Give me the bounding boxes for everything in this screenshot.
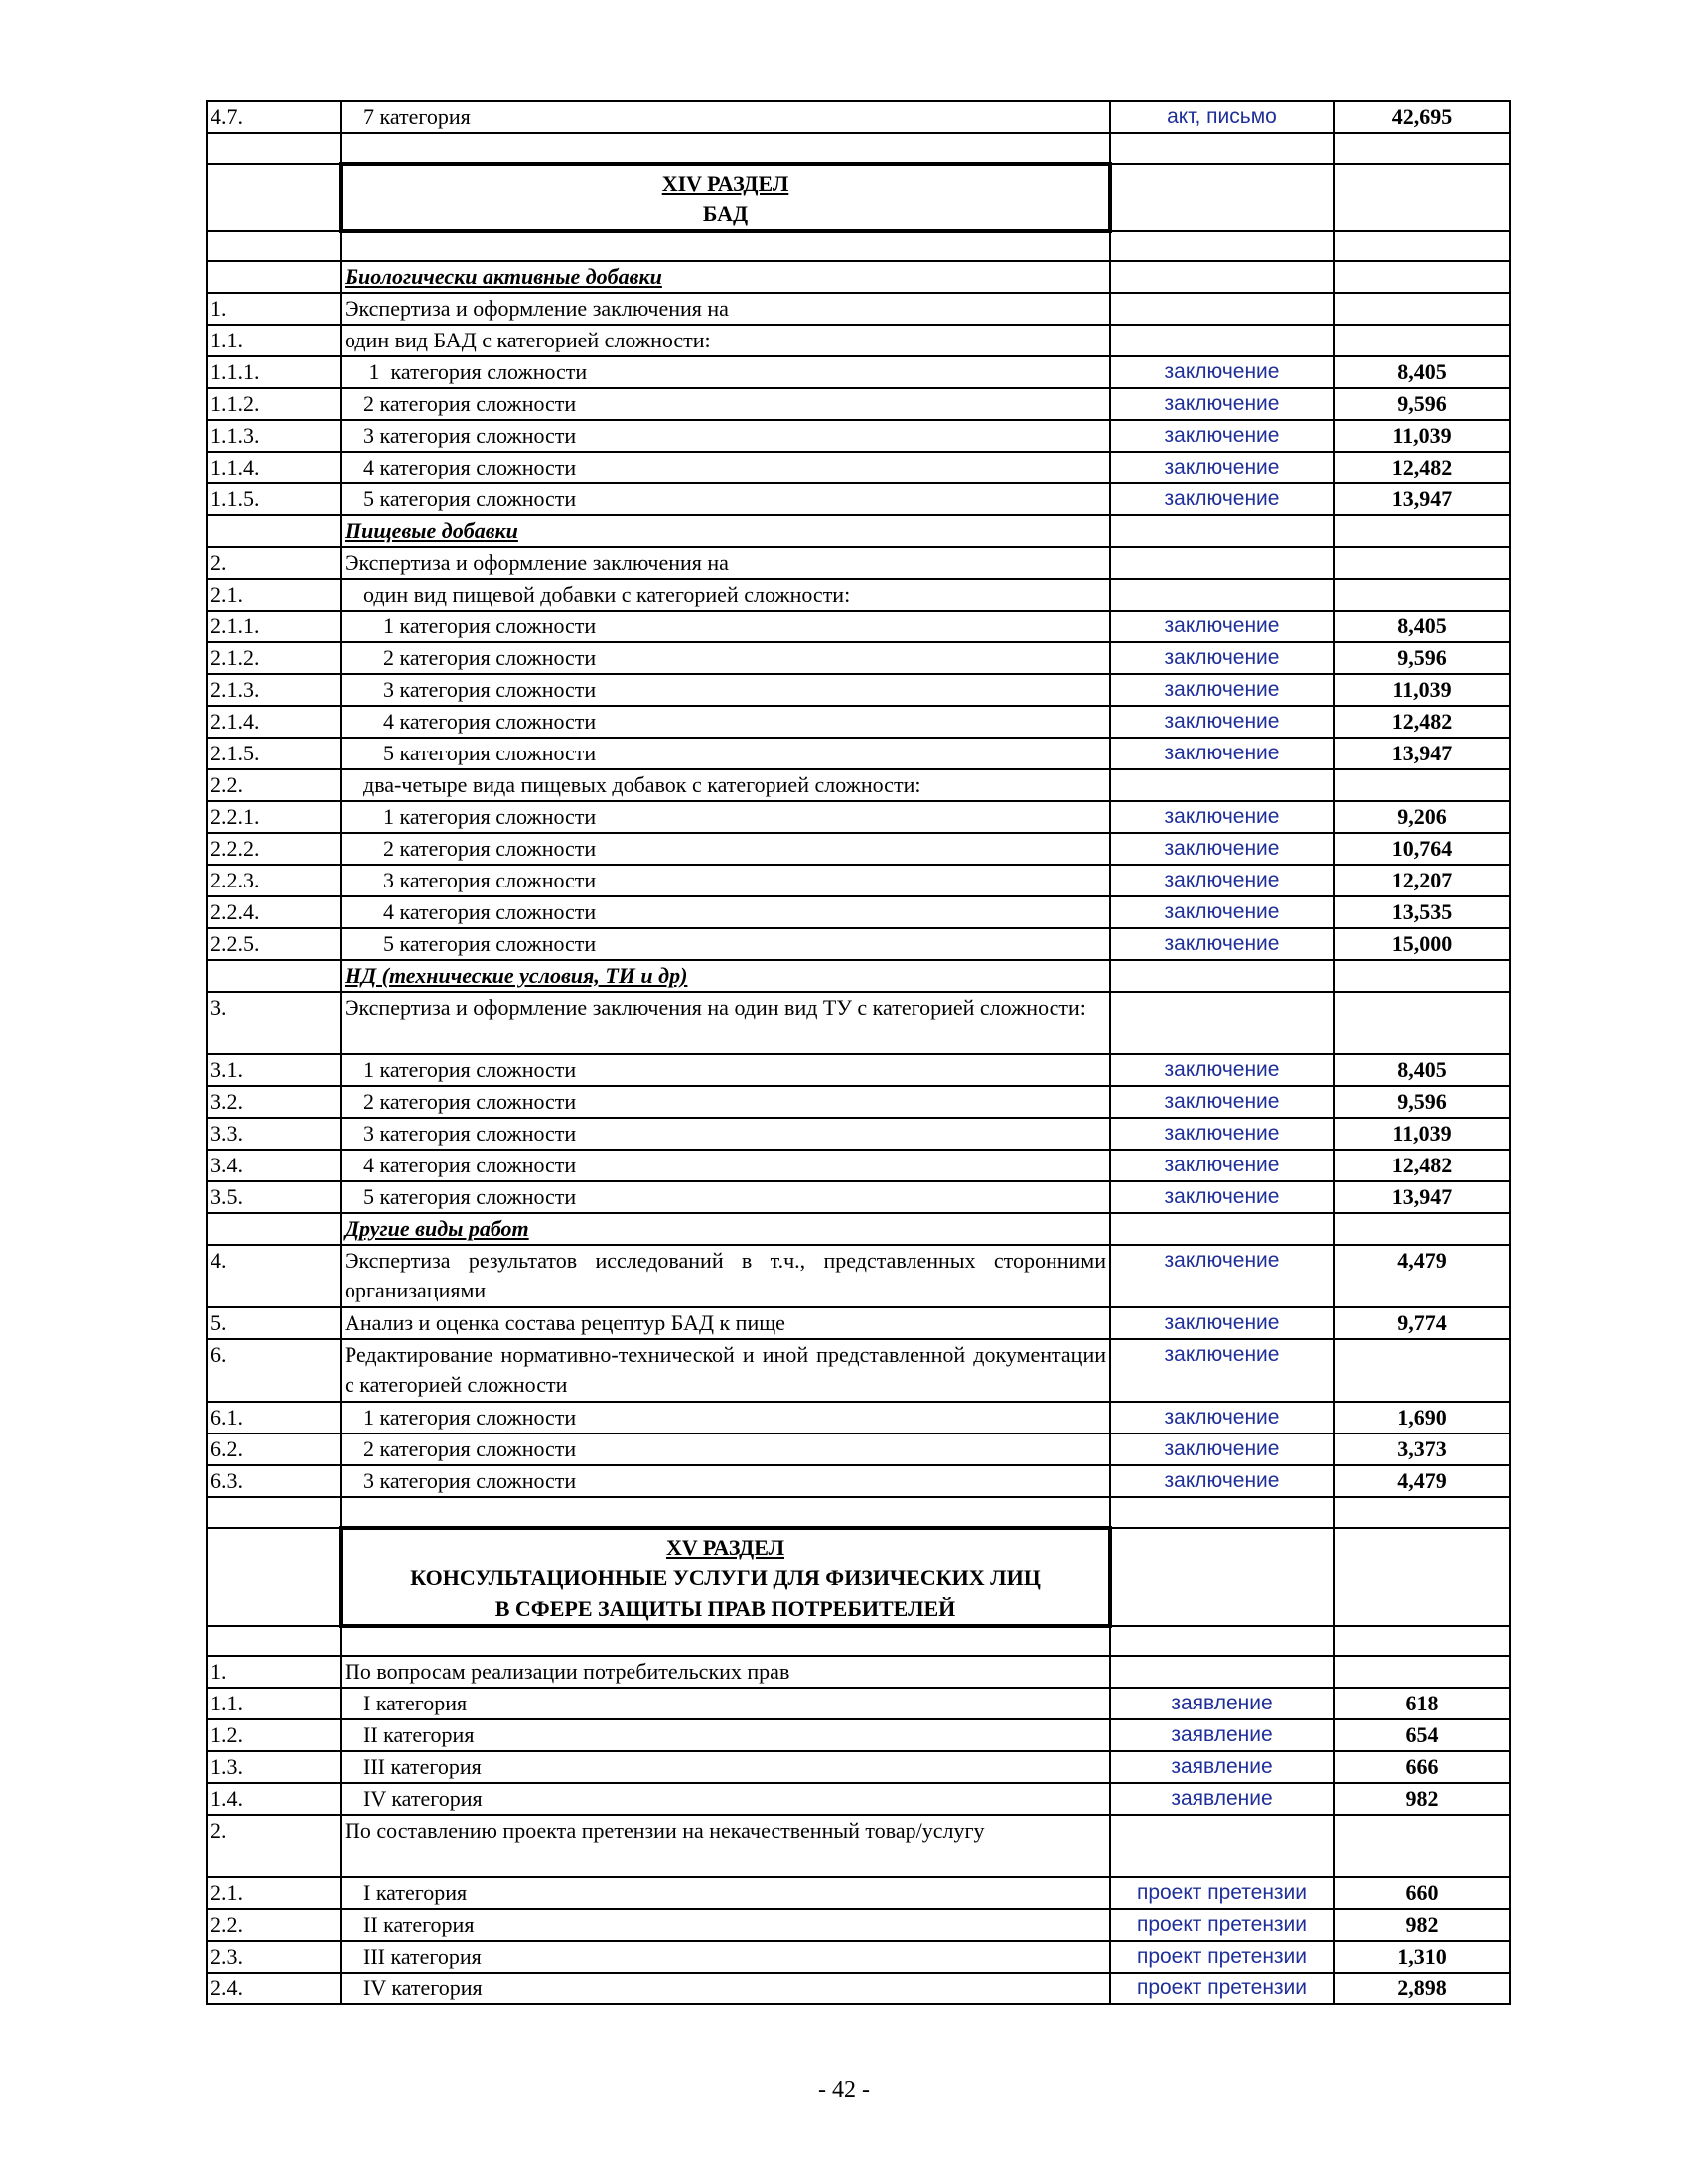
table-row [207, 992, 1510, 1054]
item-price: 10,764 [1334, 833, 1510, 865]
item-description: один вид БАД с категорией сложности: [341, 325, 1110, 356]
subsection-title: НД (технические условия, ТИ и др) [341, 960, 1110, 992]
table-row [207, 1307, 1510, 1339]
item-price: 1,310 [1334, 1941, 1510, 1973]
unit-of-measure: заявление [1110, 1688, 1334, 1719]
item-price: 618 [1334, 1688, 1510, 1719]
unit-of-measure: заключение [1110, 1402, 1334, 1433]
item-price: 12,482 [1334, 452, 1510, 483]
table-row [207, 1181, 1510, 1213]
item-description: 1 категория сложности [341, 611, 1110, 642]
item-description: 3 категория сложности [341, 674, 1110, 706]
unit-of-measure: заключение [1110, 1118, 1334, 1150]
item-number: 2.1.2. [207, 642, 341, 674]
table-row [207, 1118, 1510, 1150]
item-description: 4 категория сложности [341, 1150, 1110, 1181]
table-row [207, 1086, 1510, 1118]
page-number: - 42 - [818, 2077, 870, 2103]
item-description: 4 категория сложности [341, 452, 1110, 483]
item-description: 5 категория сложности [341, 738, 1110, 769]
unit-of-measure: заключение [1110, 356, 1334, 388]
item-number: 2. [207, 547, 341, 579]
subsection-header-row [207, 1213, 1510, 1245]
unit-of-measure: заключение [1110, 928, 1334, 960]
item-number: 2. [207, 1815, 341, 1877]
table-row [207, 1402, 1510, 1433]
item-price: 13,947 [1334, 738, 1510, 769]
item-description: По вопросам реализации потребительских прав [341, 1656, 1110, 1688]
table-row [207, 642, 1510, 674]
table-row [207, 769, 1510, 801]
item-description: Экспертиза и оформление заключения на один вид ТУ с категорией сложности: [341, 992, 1110, 1054]
table-row [207, 579, 1510, 611]
item-number: 2.2.4. [207, 896, 341, 928]
table-row [207, 483, 1510, 515]
item-number: 1.4. [207, 1783, 341, 1815]
table-row [207, 896, 1510, 928]
item-price: 11,039 [1334, 420, 1510, 452]
item-description: Экспертиза и оформление заключения на [341, 547, 1110, 579]
item-number: 2.2.1. [207, 801, 341, 833]
empty-row [207, 231, 1510, 262]
unit-of-measure: заключение [1110, 833, 1334, 865]
table-row [207, 1783, 1510, 1815]
item-description: 2 категория сложности [341, 642, 1110, 674]
item-description: 2 категория сложности [341, 1433, 1110, 1465]
unit-of-measure: проект претензии [1110, 1973, 1334, 2004]
table-row [207, 1054, 1510, 1086]
section-name-cont: В СФЕРЕ ЗАЩИТЫ ПРАВ ПОТРЕБИТЕЛЕЙ [494, 1595, 956, 1621]
table-row [207, 1815, 1510, 1877]
item-price: 13,535 [1334, 896, 1510, 928]
item-description: 2 категория сложности [341, 1086, 1110, 1118]
item-description: 2 категория сложности [341, 388, 1110, 420]
table-row [207, 1150, 1510, 1181]
item-number: 3.5. [207, 1181, 341, 1213]
item-number: 2.1.3. [207, 674, 341, 706]
price-list-sheet [206, 100, 1509, 2005]
item-price: 660 [1334, 1877, 1510, 1909]
item-number: 2.2.3. [207, 865, 341, 896]
subsection-header-row [207, 261, 1510, 293]
item-description: 3 категория сложности [341, 1465, 1110, 1497]
item-number: 1.1.3. [207, 420, 341, 452]
item-price: 982 [1334, 1909, 1510, 1941]
unit-of-measure: заключение [1110, 1307, 1334, 1339]
table-row [207, 420, 1510, 452]
unit-of-measure: заключение [1110, 1245, 1334, 1307]
table-row [207, 1941, 1510, 1973]
item-number: 1.1. [207, 325, 341, 356]
item-description: 4 категория сложности [341, 896, 1110, 928]
unit-of-measure: заключение [1110, 1181, 1334, 1213]
item-price: 42,695 [1334, 101, 1510, 133]
item-number: 3.3. [207, 1118, 341, 1150]
table-row [207, 325, 1510, 356]
item-number: 2.1.1. [207, 611, 341, 642]
item-price: 12,482 [1334, 706, 1510, 738]
item-number: 1.1.5. [207, 483, 341, 515]
item-number: 2.2.2. [207, 833, 341, 865]
unit-of-measure: проект претензии [1110, 1941, 1334, 1973]
item-description: 3 категория сложности [341, 1118, 1110, 1150]
item-price: 12,207 [1334, 865, 1510, 896]
item-number: 1.1. [207, 1688, 341, 1719]
item-description: Анализ и оценка состава рецептур БАД к пище [341, 1307, 1110, 1339]
item-description: I категория [341, 1877, 1110, 1909]
item-description: 5 категория сложности [341, 483, 1110, 515]
table-row [207, 1688, 1510, 1719]
table-row [207, 928, 1510, 960]
item-price: 8,405 [1334, 1054, 1510, 1086]
item-number: 2.1.5. [207, 738, 341, 769]
item-number: 3.4. [207, 1150, 341, 1181]
unit-of-measure: заключение [1110, 1150, 1334, 1181]
unit-of-measure: заявление [1110, 1783, 1334, 1815]
unit-of-measure: проект претензии [1110, 1877, 1334, 1909]
item-description: 1 категория сложности [341, 1402, 1110, 1433]
item-number: 2.2.5. [207, 928, 341, 960]
item-number: 6.3. [207, 1465, 341, 1497]
unit-of-measure: заключение [1110, 388, 1334, 420]
table-row [207, 452, 1510, 483]
table-row [207, 611, 1510, 642]
unit-of-measure: заключение [1110, 1433, 1334, 1465]
item-description: IV категория [341, 1783, 1110, 1815]
item-number: 1. [207, 293, 341, 325]
item-description: III категория [341, 1751, 1110, 1783]
item-number: 1.2. [207, 1719, 341, 1751]
unit-of-measure: заключение [1110, 1086, 1334, 1118]
item-description: По составлению проекта претензии на некачественный товар/услугу [341, 1815, 1110, 1877]
table-row [207, 356, 1510, 388]
item-number: 2.2. [207, 1909, 341, 1941]
subsection-title: Пищевые добавки [341, 515, 1110, 547]
item-number: 1.1.1. [207, 356, 341, 388]
item-number: 1.1.4. [207, 452, 341, 483]
empty-row [207, 1497, 1510, 1528]
unit-of-measure: заключение [1110, 483, 1334, 515]
item-price: 982 [1334, 1783, 1510, 1815]
item-price: 13,947 [1334, 1181, 1510, 1213]
item-description: 4 категория сложности [341, 706, 1110, 738]
table-row [207, 1877, 1510, 1909]
table-row [207, 1465, 1510, 1497]
item-price: 11,039 [1334, 1118, 1510, 1150]
subsection-title: Другие виды работ [341, 1213, 1110, 1245]
table-row [207, 1973, 1510, 2004]
item-number: 4.7. [207, 101, 341, 133]
subsection-header-row [207, 960, 1510, 992]
unit-of-measure: заключение [1110, 642, 1334, 674]
item-number: 2.1.4. [207, 706, 341, 738]
item-price: 4,479 [1334, 1245, 1510, 1307]
item-description: Экспертиза и оформление заключения на [341, 293, 1110, 325]
item-number: 1. [207, 1656, 341, 1688]
item-number: 1.3. [207, 1751, 341, 1783]
item-price: 9,774 [1334, 1307, 1510, 1339]
item-price: 1,690 [1334, 1402, 1510, 1433]
table-row [207, 388, 1510, 420]
item-price: 11,039 [1334, 674, 1510, 706]
item-description: 5 категория сложности [341, 1181, 1110, 1213]
unit-of-measure: заключение [1110, 1465, 1334, 1497]
table-row [207, 833, 1510, 865]
unit-of-measure: заключение [1110, 420, 1334, 452]
item-description: II категория [341, 1909, 1110, 1941]
unit-of-measure: заключение [1110, 738, 1334, 769]
table-row [207, 1433, 1510, 1465]
section-title-xv [341, 1528, 1110, 1626]
item-description: 7 категория [341, 101, 1110, 133]
table-row [207, 801, 1510, 833]
item-description: 5 категория сложности [341, 928, 1110, 960]
section-name: БАД [702, 201, 749, 226]
unit-of-measure: заключение [1110, 452, 1334, 483]
unit-of-measure: заключение [1110, 611, 1334, 642]
table-row [207, 1719, 1510, 1751]
unit-of-measure: заключение [1110, 706, 1334, 738]
item-number: 2.1. [207, 1877, 341, 1909]
item-price: 4,479 [1334, 1465, 1510, 1497]
item-price: 666 [1334, 1751, 1510, 1783]
item-number: 3. [207, 992, 341, 1054]
item-description: 3 категория сложности [341, 865, 1110, 896]
item-price: 2,898 [1334, 1973, 1510, 2004]
item-price: 13,947 [1334, 483, 1510, 515]
table-row [207, 1656, 1510, 1688]
table-row [207, 1245, 1510, 1307]
item-number: 2.2. [207, 769, 341, 801]
item-price: 9,206 [1334, 801, 1510, 833]
item-description: 2 категория сложности [341, 833, 1110, 865]
item-description: Экспертиза результатов исследований в т.ч., представленных сторонними организациями [341, 1245, 1110, 1307]
unit-of-measure: проект претензии [1110, 1909, 1334, 1941]
item-number: 3.2. [207, 1086, 341, 1118]
unit-of-measure: заключение [1110, 1339, 1334, 1402]
table-row [207, 1909, 1510, 1941]
unit-of-measure: заключение [1110, 801, 1334, 833]
item-description: III категория [341, 1941, 1110, 1973]
item-number: 4. [207, 1245, 341, 1307]
item-description: 3 категория сложности [341, 420, 1110, 452]
item-price: 8,405 [1334, 611, 1510, 642]
empty-row [207, 133, 1510, 164]
table-row [207, 865, 1510, 896]
item-description: два-четыре вида пищевых добавок с категорией сложности: [341, 769, 1110, 801]
item-number: 6.1. [207, 1402, 341, 1433]
subsection-header-row [207, 515, 1510, 547]
section-number: XV РАЗДЕЛ [665, 1534, 785, 1560]
item-number: 5. [207, 1307, 341, 1339]
item-price: 8,405 [1334, 356, 1510, 388]
unit-of-measure: акт, письмо [1110, 101, 1334, 133]
price-table [206, 100, 1511, 2005]
item-price: 9,596 [1334, 388, 1510, 420]
unit-of-measure: заключение [1110, 674, 1334, 706]
unit-of-measure: заявление [1110, 1751, 1334, 1783]
item-number: 2.1. [207, 579, 341, 611]
item-description: II категория [341, 1719, 1110, 1751]
item-number: 1.1.2. [207, 388, 341, 420]
item-price: 9,596 [1334, 642, 1510, 674]
item-description: Редактирование нормативно-технической и иной представленной документации с категорией сложности [341, 1339, 1110, 1402]
empty-row [207, 1626, 1510, 1657]
item-description: 1 категория сложности [341, 356, 1110, 388]
item-price: 12,482 [1334, 1150, 1510, 1181]
item-description: I категория [341, 1688, 1110, 1719]
item-number: 6. [207, 1339, 341, 1402]
section-header-row [207, 1528, 1510, 1626]
table-row [207, 674, 1510, 706]
item-description: 1 категория сложности [341, 801, 1110, 833]
item-number: 2.3. [207, 1941, 341, 1973]
unit-of-measure: заключение [1110, 865, 1334, 896]
table-row [207, 293, 1510, 325]
section-name: КОНСУЛЬТАЦИОННЫЕ УСЛУГИ ДЛЯ ФИЗИЧЕСКИХ ЛИЦ [410, 1565, 1041, 1590]
subsection-title: Биологически активные добавки [341, 261, 1110, 293]
item-description: 1 категория сложности [341, 1054, 1110, 1086]
unit-of-measure: заключение [1110, 1054, 1334, 1086]
table-row [207, 738, 1510, 769]
item-number: 6.2. [207, 1433, 341, 1465]
item-description: IV категория [341, 1973, 1110, 2004]
table-row [207, 547, 1510, 579]
item-price: 3,373 [1334, 1433, 1510, 1465]
item-price: 654 [1334, 1719, 1510, 1751]
table-row [207, 1339, 1510, 1402]
item-price: 15,000 [1334, 928, 1510, 960]
table-row [207, 1751, 1510, 1783]
section-title-xiv [341, 164, 1110, 231]
item-number: 3.1. [207, 1054, 341, 1086]
item-price: 9,596 [1334, 1086, 1510, 1118]
unit-of-measure: заявление [1110, 1719, 1334, 1751]
section-number: XIV РАЗДЕЛ [661, 170, 789, 196]
item-number: 2.4. [207, 1973, 341, 2004]
table-row [207, 101, 1510, 133]
table-row [207, 706, 1510, 738]
item-description: один вид пищевой добавки с категорией сложности: [341, 579, 1110, 611]
unit-of-measure: заключение [1110, 896, 1334, 928]
section-header-row [207, 164, 1510, 231]
